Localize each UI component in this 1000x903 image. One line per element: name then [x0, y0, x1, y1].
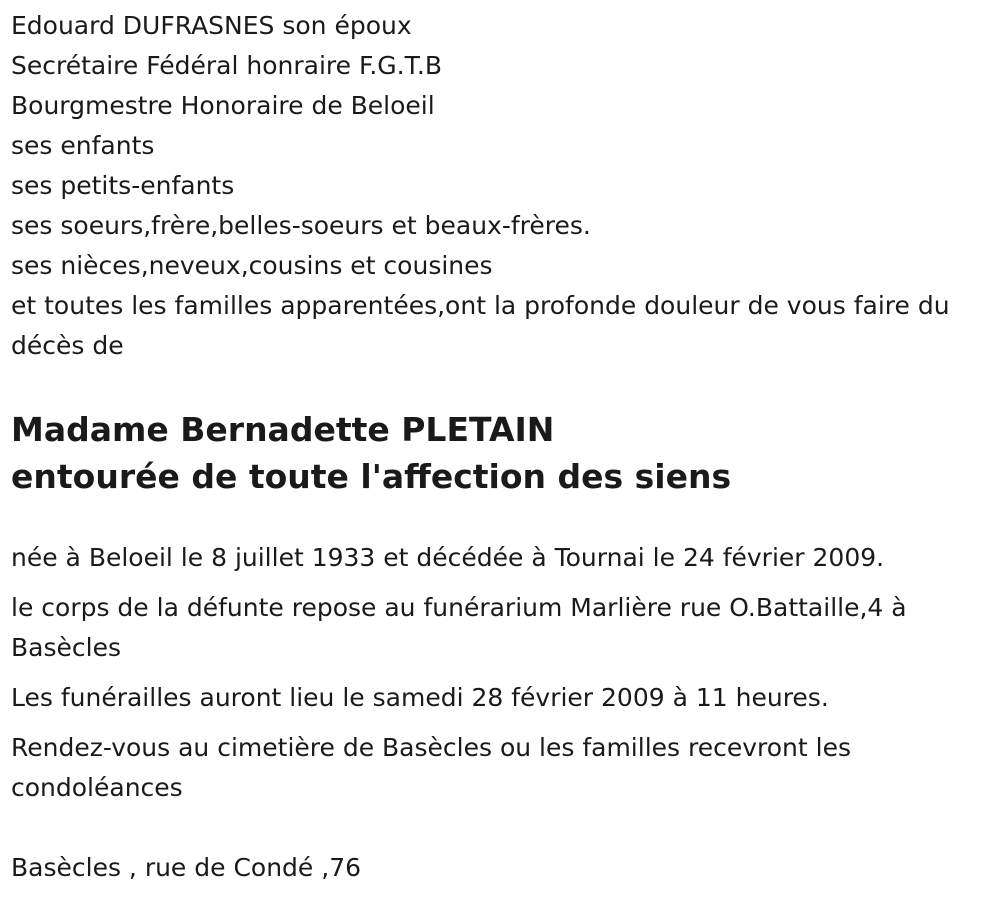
spouse-title-line: Secrétaire Fédéral honraire F.G.T.B — [11, 51, 442, 80]
condolences-text: Rendez-vous au cimetière de Basècles ou les familles recevront les condoléances — [11, 733, 851, 802]
spouse-mayor-line: Bourgmestre Honoraire de Beloeil — [11, 91, 435, 120]
grandchildren-line: ses petits-enfants — [11, 171, 235, 200]
details-section — [11, 538, 986, 808]
obituary-notice — [11, 6, 986, 888]
spouse-line: Edouard DUFRASNES son époux — [11, 11, 412, 40]
birth-death-text: née à Beloeil le 8 juillet 1933 et décédée à Tournai le 24 février 2009. — [11, 543, 885, 572]
siblings-line: ses soeurs,frère,belles-soeurs et beaux-frères. — [11, 211, 591, 240]
funeral-text: Les funérailles auront lieu le samedi 28 février 2009 à 11 heures. — [11, 683, 829, 712]
family-address: Basècles , rue de Condé ,76 — [11, 853, 362, 882]
announcement-text: et toutes les familles apparentées,ont la profonde douleur de vous faire du décès de — [11, 291, 950, 360]
repose-text: le corps de la défunte repose au funérarium Marlière rue O.Battaille,4 à Basècles — [11, 593, 907, 662]
children-line: ses enfants — [11, 131, 155, 160]
deceased-subtitle: entourée de toute l'affection des siens — [11, 457, 732, 496]
nieces-nephews-line: ses nièces,neveux,cousins et cousines — [11, 251, 493, 280]
deceased-name: Madame Bernadette PLETAIN — [11, 410, 555, 449]
family-list — [11, 6, 986, 366]
deceased-heading — [11, 406, 986, 500]
